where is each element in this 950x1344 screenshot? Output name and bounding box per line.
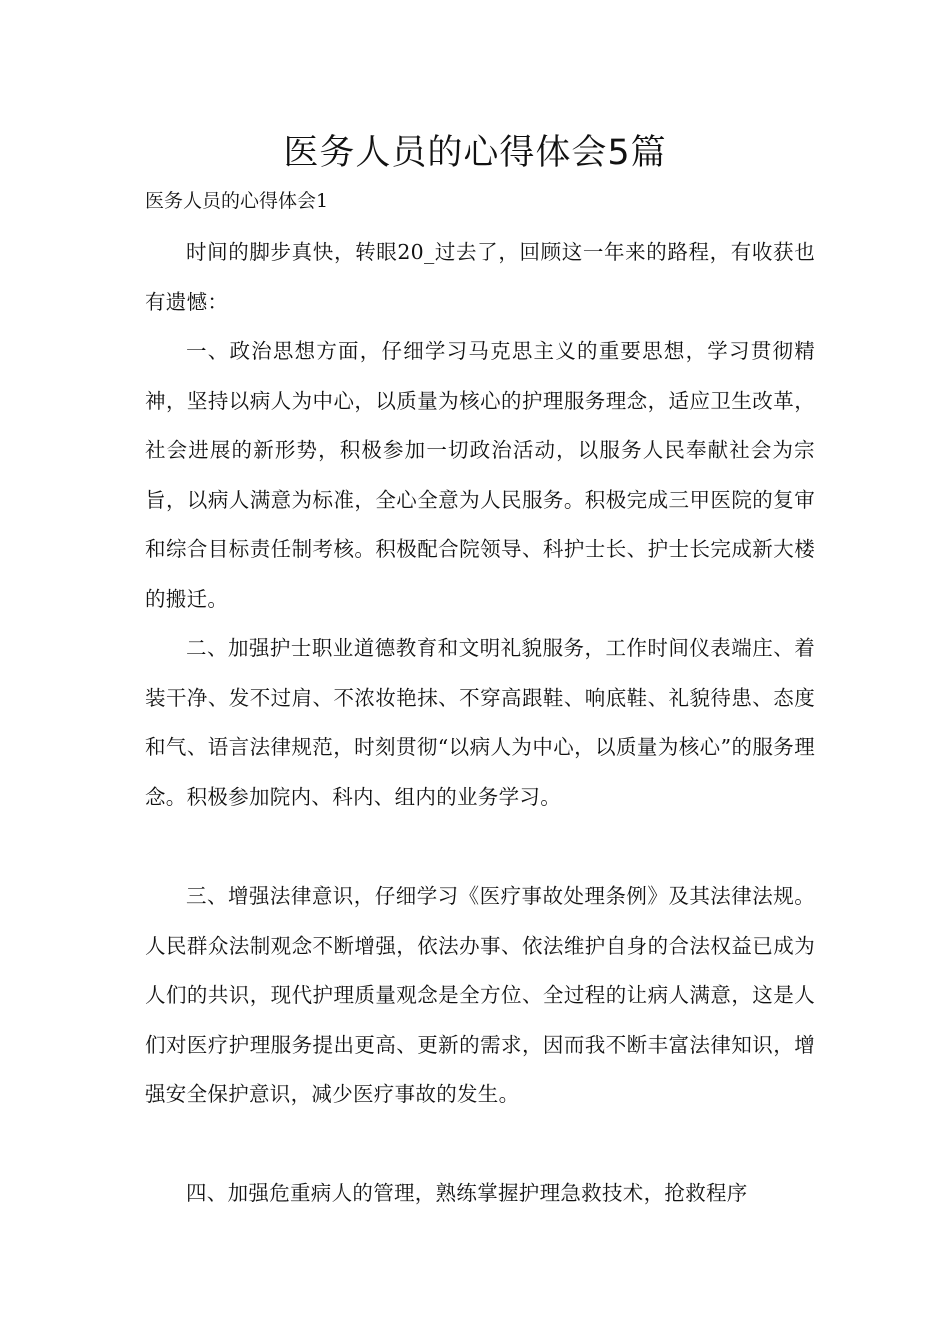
- paragraph-4: 三、增强法律意识，仔细学习《医疗事故处理条例》及其法律法规。人民群众法制观念不断增强，依法办事、依法维护自身的合法权益已成为人们的共识，现代护理质量观念是全方位、全过程的让病人满意，这是人们对医疗护理服务提出更高、更新的需求，因而我不断丰富法律知识，增强安全保护意识，减少医疗事故的发生。: [145, 884, 815, 1106]
- document-title: 医务人员的心得体会5篇: [283, 133, 667, 173]
- paragraph-2: 一、政治思想方面，仔细学习马克思主义的重要思想，学习贯彻精神，坚持以病人为中心，以质量为核心的护理服务理念，适应卫生改革，社会进展的新形势，积极参加一切政治活动，以服务人民奉献社会为宗旨，以病人满意为标准，全心全意为人民服务。积极完成三甲医院的复审和综合目标责任制考核。积极配合院领导、科护士长、护士长完成新大楼的搬迁。: [145, 339, 815, 611]
- section-heading: 医务人员的心得体会1: [145, 190, 329, 212]
- paragraph-5: 四、加强危重病人的管理，熟练掌握护理急救技术，抢救程序: [186, 1181, 748, 1205]
- paragraph-3: 二、加强护士职业道德教育和文明礼貌服务，工作时间仪表端庄、着装干净、发不过肩、不浓妆艳抹、不穿高跟鞋、响底鞋、礼貌待患、态度和气、语言法律规范，时刻贯彻“以病人为中心，以质量为核心”的服务理念。积极参加院内、科内、组内的业务学习。: [145, 636, 815, 809]
- paragraph-1: 时间的脚步真快，转眼20_过去了，回顾这一年来的路程，有收获也有遗憾：: [145, 240, 815, 314]
